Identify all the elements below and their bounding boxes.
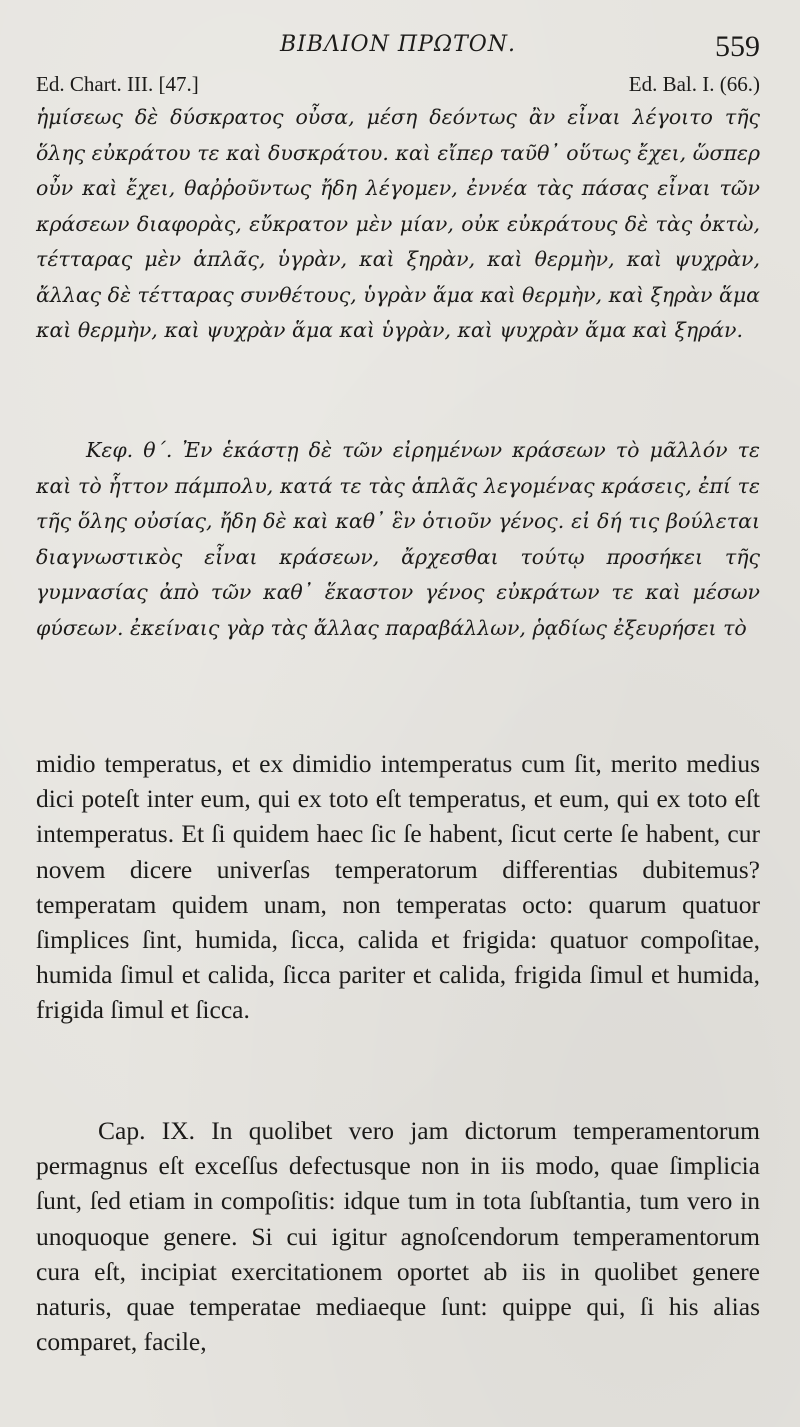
page-number: 559 <box>715 30 760 63</box>
latin-paragraph-2: Cap. IX. In quolibet vero jam dictorum temperamentorum permagnus eſt exceſſus defectusque non in iis modo, quae ſimplicia ſunt, ſed etiam in compoſitis: idque tum in tota ſubſtantia, tum vero in unoquoque genere. Si cui igitur agnoſcendorum temperamentorum cura eſt, incipiat exercitationem oportet ab iis in quolibet genere naturis, quae temperatae mediaeque ſunt: quippe qui, ſi his alias comparet, facile, <box>36 1116 760 1357</box>
edition-bal-reference: Ed. Bal. I. (66.) <box>628 72 760 96</box>
edition-references <box>36 72 760 98</box>
running-head <box>36 30 760 62</box>
latin-text-block-2 <box>36 1113 760 1359</box>
greek-text-block-1 <box>36 100 760 349</box>
edition-chart-reference: Ed. Chart. III. [47.] <box>36 72 199 96</box>
latin-text-block-1 <box>36 746 760 1028</box>
greek-paragraph-1: ἡμίσεως δὲ δύσκρατος οὖσα, μέση δεόντως ἂν εἶναι λέγοιτο τῆς ὅλης εὐκράτου τε καὶ δυσκράτου. καὶ εἴπερ ταῦθ᾽ οὕτως ἔχει, ὥσπερ οὖν καὶ ἔχει, θαῤῥοῦντως ἤδη λέγομεν, ἐννέα τὰς πάσας εἶναι τῶν κράσεων διαφορὰς, εὔκρατον μὲν μίαν, οὐκ εὐκράτους δὲ τὰς ὀκτὼ, τέτταρας μὲν ἁπλᾶς, ὑγρὰν, καὶ ξηρὰν, καὶ θερμὴν, καὶ ψυχρὰν, ἄλλας δὲ τέτταρας συνθέτους, ὑγρὰν ἅμα καὶ θερμὴν, καὶ ξηρὰν ἅμα καὶ θερμὴν, καὶ ψυχρὰν ἅμα καὶ ὑγρὰν, καὶ ψυχρὰν ἅμα καὶ ξηράν. <box>36 105 760 342</box>
greek-text-block-2 <box>36 433 760 646</box>
running-title: ΒΙΒΛΙΟΝ ΠΡΩΤΟΝ. <box>279 32 517 57</box>
latin-paragraph-1: midio temperatus, et ex dimidio intemperatus cum ſit, merito medius dici poteſt inter eum, qui ex toto eſt temperatus, et eum, qui ex toto eſt intemperatus. Et ſi quidem haec ſic ſe habent, ſicut certe ſe habent, cur novem dicere univerſas temperatorum differentias dubitemus? temperatam quidem unam, non temperatas octo: quarum quatuor ſimplices ſint, humida, ſicca, calida et frigida: quatuor compoſitae, humida ſimul et calida, ſicca pariter et calida, frigida ſimul et humida, frigida ſimul et ſicca. <box>36 749 760 1025</box>
greek-paragraph-2: Κεφ. θ΄. Ἐν ἑκάστῃ δὲ τῶν εἰρημένων κράσεων τὸ μᾶλλόν τε καὶ τὸ ἧττον πάμπολυ, κατά τε τὰς ἁπλᾶς λεγομένας κράσεις, ἐπί τε τῆς ὅλης οὐσίας, ἤδη δὲ καὶ καθ᾽ ἓν ὁτιοῦν γένος. εἰ δή τις βούλεται διαγνωστικὸς εἶναι κράσεων, ἄρχεσθαι τούτῳ προσήκει τῆς γυμνασίας ἀπὸ τῶν καθ᾽ ἕκαστον γένος εὐκράτων τε καὶ μέσων φύσεων. ἐκείναις γὰρ τὰς ἄλλας παραβάλλων, ῥᾳδίως ἐξευρήσει τὸ <box>36 438 760 640</box>
